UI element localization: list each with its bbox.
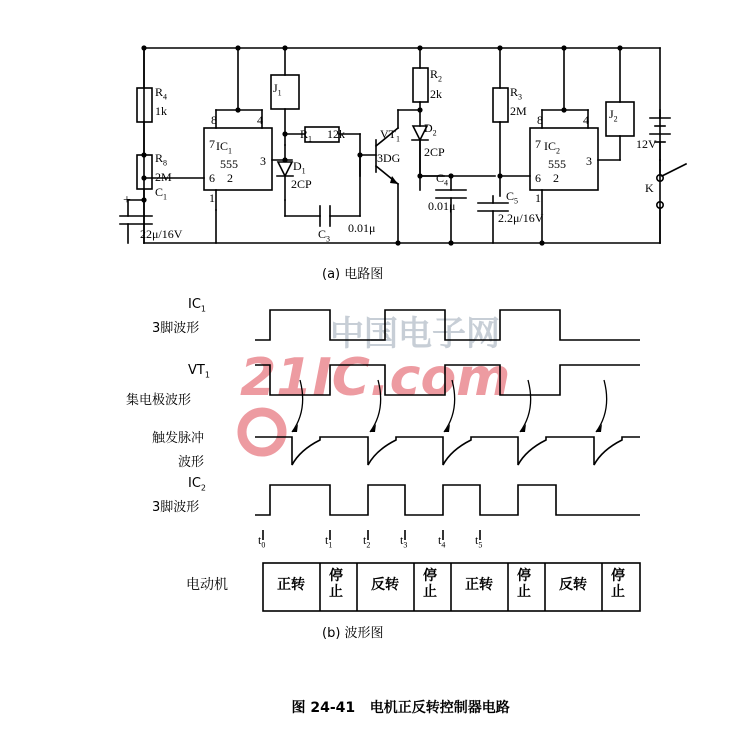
label-J1: $J_1$ (273, 81, 282, 98)
label-R3: $R_3$ (510, 85, 523, 102)
label-C1-value: 22μ/16V (140, 227, 183, 241)
label-R3-value: 2M (510, 104, 527, 118)
label-ic2-pin3: 3 (586, 154, 592, 168)
label-C5: $C_5$ (506, 189, 519, 206)
label-D2-value: 2CP (424, 145, 445, 159)
part-b-caption: (b) 波形图 (322, 626, 384, 641)
waveform-row1-desc: 3脚波形 (152, 321, 200, 336)
label-ic1-pin4: 4 (257, 113, 263, 127)
label-ic1-pin6: 6 (209, 171, 215, 185)
label-D1: $D_1$ (293, 159, 306, 176)
label-battery-voltage: 12V (636, 137, 657, 151)
label-C5-value: 2.2μ/16V (498, 211, 544, 225)
part-a-caption: (a) 电路图 (322, 267, 384, 282)
motor-state-3: 停止 (423, 568, 437, 601)
label-ic1-pin1: 1 (209, 191, 215, 205)
label-R2-value: 2k (430, 87, 442, 101)
time-mark-t2: $t_2$ (363, 533, 371, 550)
label-C4-value: 0.01μ (428, 199, 456, 213)
waveform-row4-desc: 3脚波形 (152, 500, 200, 515)
label-ic2-pin8: 8 (537, 113, 543, 127)
waveform-row4-name: $IC_2$ (188, 476, 207, 493)
waveform-row3-desc: 波形 (178, 455, 205, 470)
label-ic2-pin6: 6 (535, 171, 541, 185)
label-ic2-pin7: 7 (535, 137, 541, 151)
waveform-row2-name: $VT_1$ (188, 363, 210, 380)
motor-state-2: 反转 (371, 577, 399, 593)
time-mark-t3: $t_3$ (400, 533, 408, 550)
label-R8: $R_8$ (155, 151, 168, 168)
label-IC1: $IC_1$ (216, 139, 232, 156)
label-ic2-pin2: 2 (553, 171, 559, 185)
label-C4: $C_4$ (436, 171, 449, 188)
label-ic2-pin1: 1 (535, 191, 541, 205)
motor-state-5: 停止 (517, 568, 531, 601)
label-R1-value: 12k (327, 127, 345, 141)
motor-state-6: 反转 (559, 577, 587, 593)
label-VT1: $VT_1$ (380, 127, 400, 144)
waveform-row3-name: 触发脉冲 (152, 431, 205, 446)
waveform-row2-desc: 集电极波形 (126, 393, 192, 408)
label-J2: $J_2$ (609, 107, 618, 124)
time-mark-t4: $t_4$ (438, 533, 446, 550)
label-D2: $D_2$ (424, 121, 437, 138)
label-K: K (645, 181, 654, 195)
label-ic2-pin4: 4 (583, 113, 589, 127)
label-IC2-type: 555 (548, 157, 566, 171)
figure-number: 图 24-41 (291, 699, 356, 716)
time-mark-t1: $t_1$ (325, 533, 333, 550)
label-VT1-value: 3DG (377, 151, 401, 165)
motor-state-7: 停止 (611, 568, 625, 601)
label-R1: $R_1$ (300, 127, 313, 144)
label-R8-value: 2M (155, 170, 172, 184)
label-C3: $C_3$ (318, 227, 331, 244)
label-ic1-pin8: 8 (211, 113, 217, 127)
label-R4: $R_4$ (155, 85, 168, 102)
figure-title: 电机正反转控制器电路 (369, 699, 510, 716)
label-IC1-type: 555 (220, 157, 238, 171)
label-C3-value: 0.01μ (348, 221, 376, 235)
label-C1-polarity: + (123, 193, 131, 208)
label-ic1-pin7: 7 (209, 137, 215, 151)
motor-state-1: 停止 (329, 568, 343, 601)
label-ic1-pin3: 3 (260, 154, 266, 168)
label-D1-value: 2CP (291, 177, 312, 191)
time-mark-t5: $t_5$ (475, 533, 483, 550)
motor-state-4: 正转 (465, 577, 493, 593)
motor-state-0: 正转 (277, 577, 305, 593)
label-C1: $C_1$ (155, 185, 168, 202)
watermark-en-text: 21IC.com (240, 348, 511, 408)
label-ic1-pin2: 2 (227, 171, 233, 185)
label-IC2: $IC_2$ (544, 139, 560, 156)
label-R4-value: 1k (155, 104, 167, 118)
watermark-cn-text: 中国电子网 (330, 314, 500, 354)
label-R2: $R_2$ (430, 67, 443, 84)
waveform-row1-name: $IC_1$ (188, 297, 207, 314)
time-mark-t0: $t_0$ (258, 533, 266, 550)
motor-label: 电动机 (186, 577, 228, 593)
